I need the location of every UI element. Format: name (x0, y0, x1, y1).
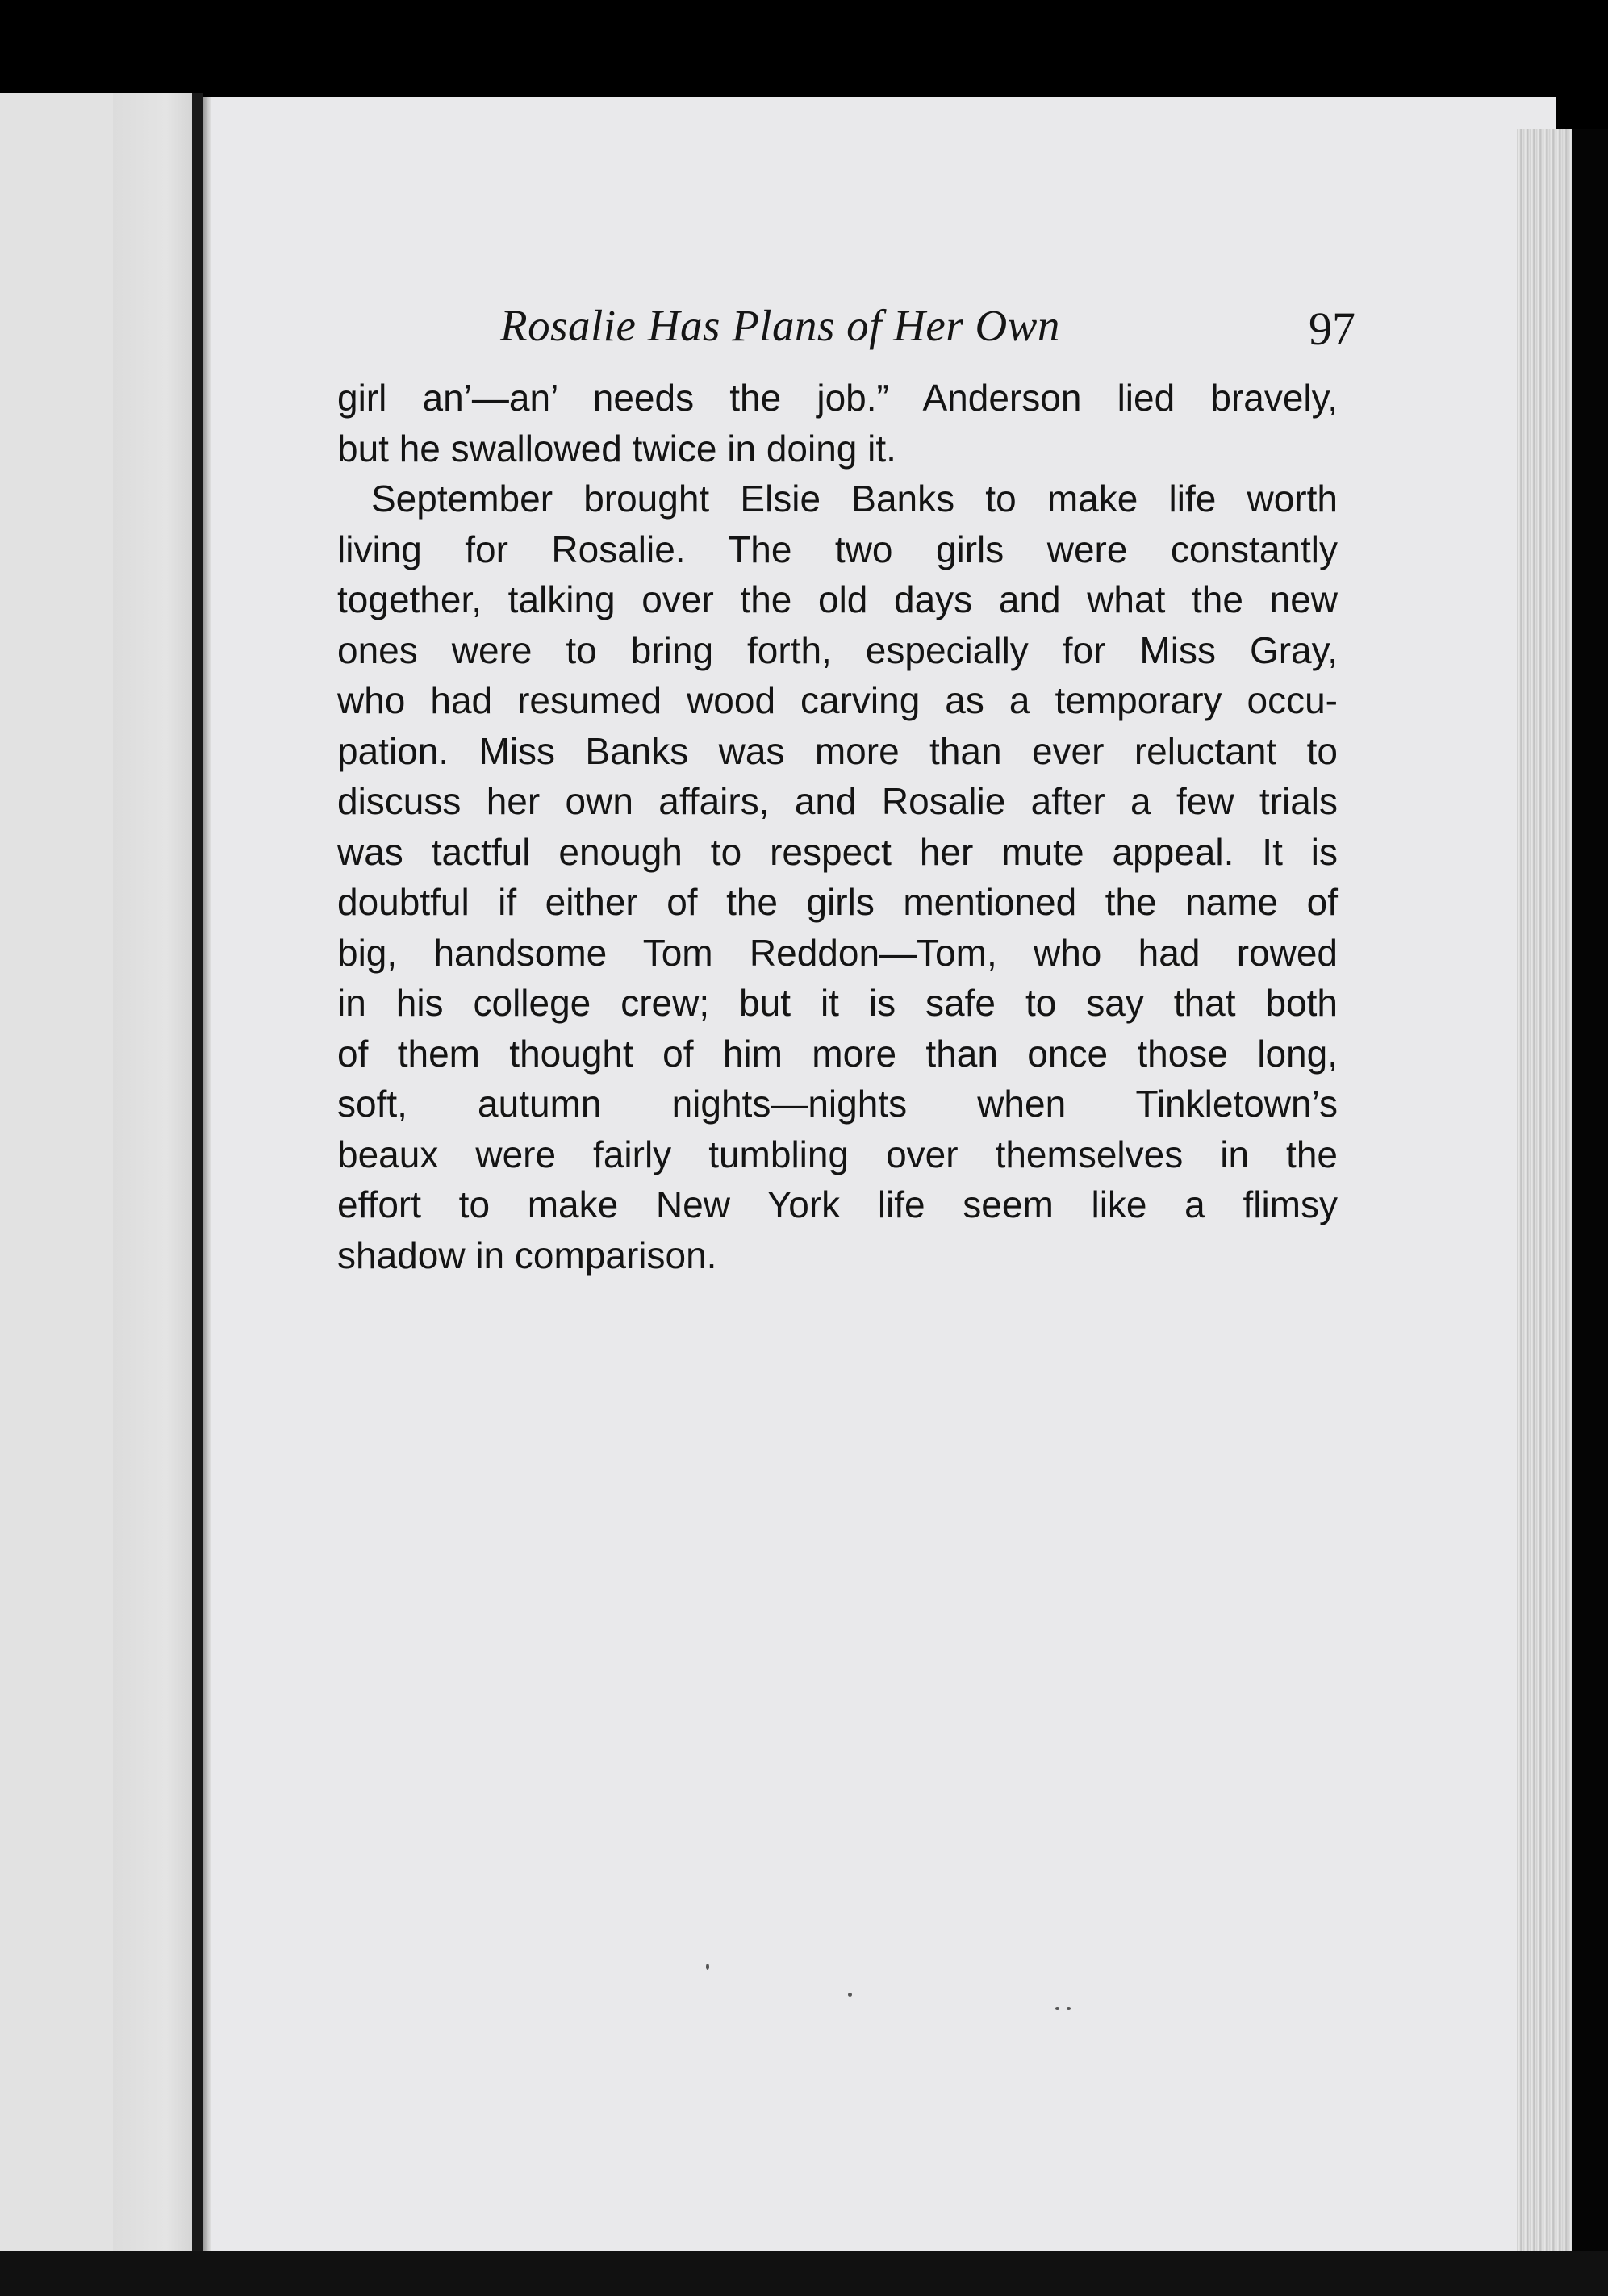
scan-border-top (0, 0, 1608, 97)
text-line: shadow in comparison. (337, 1234, 717, 1276)
left-page-edge (113, 93, 202, 2296)
running-title: Rosalie Has Plans of Her Own (500, 301, 1060, 350)
text-line: living for Rosalie. The two girls were constantly (337, 528, 1338, 570)
scan-speck (1055, 2007, 1059, 2010)
scan-border-bottom (0, 2251, 1608, 2296)
gutter-shadow (203, 97, 211, 2296)
running-head (339, 300, 1355, 373)
text-line: of them thought of him more than once those long, (337, 1032, 1338, 1075)
text-line: in his college crew; but it is safe to say that both (337, 982, 1338, 1024)
text-line: but he swallowed twice in doing it. (337, 427, 896, 470)
text-line: big, handsome Tom Reddon—Tom, who had rowed (337, 931, 1338, 974)
scan-border-right (1572, 129, 1608, 2296)
text-line: beaux were fairly tumbling over themselves in the (337, 1133, 1338, 1175)
text-line: pation. Miss Banks was more than ever reluctant to (337, 729, 1338, 772)
book-gutter (192, 93, 203, 2296)
body-text (337, 373, 1338, 1280)
text-line: ones were to bring forth, especially for Miss Gray, (337, 628, 1338, 671)
scan-speck (706, 1964, 709, 1970)
text-line: girl an’—an’ needs the job.” Anderson lied bravely, (337, 377, 1338, 419)
text-line: September brought Elsie Banks to make life worth (371, 478, 1338, 520)
scan-speck (848, 1993, 852, 1997)
text-line: effort to make New York life seem like a flimsy (337, 1183, 1338, 1225)
page-edges (1517, 129, 1572, 2296)
page-number: 97 (1309, 303, 1355, 355)
scan-speck (1067, 2007, 1071, 2010)
text-line: discuss her own affairs, and Rosalie after a few trials (337, 780, 1338, 822)
text-line: together, talking over the old days and what the new (337, 578, 1338, 620)
text-line: doubtful if either of the girls mentioned the name of (337, 881, 1338, 923)
text-line: soft, autumn nights—nights when Tinkletown’s (337, 1083, 1338, 1125)
text-line: who had resumed wood carving as a temporary occu- (337, 679, 1338, 721)
text-line: was tactful enough to respect her mute appeal. It is (337, 830, 1338, 873)
